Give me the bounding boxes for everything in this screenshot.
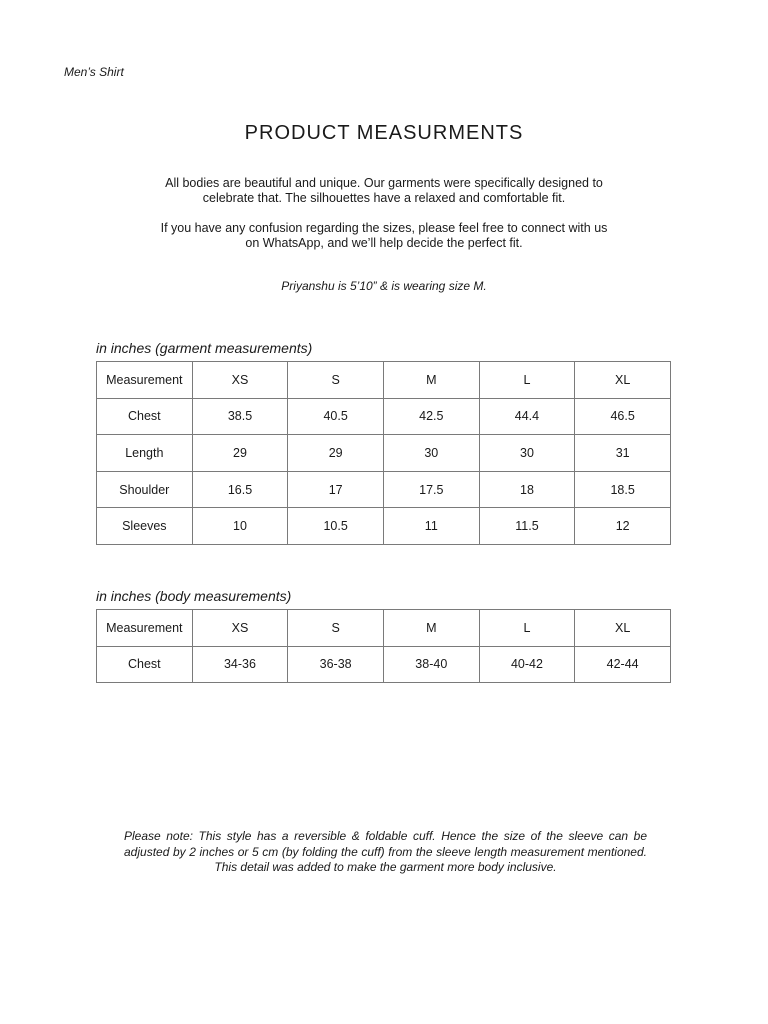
model-size-note: Priyanshu is 5’10” & is wearing size M. [281, 279, 487, 293]
table-cell: 36-38 [288, 646, 384, 683]
header-cell: L [479, 610, 575, 647]
intro-paragraph-2-line-1: If you have any confusion regarding the sizes, please feel free to connect with us [160, 221, 608, 235]
page-title: PRODUCT MEASURMENTS [244, 122, 524, 144]
header-cell: S [288, 362, 384, 399]
table-cell: 17 [288, 471, 384, 508]
sleeve-footnote: Please note: This style has a reversible & foldable cuff. Hence the size of the sleeve can be adjusted by 2 inches or 5 cm (by folding the cuff) from the sleeve length measurement mentioned. This detail was added to make the garment more body inclusive. [124, 829, 647, 874]
body-table-caption: in inches (body measurements) [96, 588, 292, 604]
table-cell: 18 [479, 471, 575, 508]
table-cell: 30 [479, 435, 575, 472]
intro-paragraph-2 [0, 221, 768, 251]
intro-paragraph-1 [0, 176, 768, 206]
header-cell: XS [192, 610, 288, 647]
table-cell: 18.5 [575, 471, 671, 508]
table-header-row [97, 362, 671, 399]
table-header-row [97, 610, 671, 647]
table-cell: 31 [575, 435, 671, 472]
body-measurements-table [96, 609, 671, 683]
table-row [97, 435, 671, 472]
table-row [97, 398, 671, 435]
table-cell: 16.5 [192, 471, 288, 508]
header-cell: M [383, 362, 479, 399]
table-cell: 40.5 [288, 398, 384, 435]
header-cell: XS [192, 362, 288, 399]
header-cell: M [383, 610, 479, 647]
table-cell: 46.5 [575, 398, 671, 435]
header-cell: Measurement [97, 362, 193, 399]
table-row [97, 471, 671, 508]
table-cell: 30 [383, 435, 479, 472]
table-cell: 10.5 [288, 508, 384, 545]
table-row [97, 646, 671, 683]
document-label: Men’s Shirt [64, 65, 124, 79]
garment-table-caption: in inches (garment measurements) [96, 340, 313, 356]
table-cell: 44.4 [479, 398, 575, 435]
row-label-cell: Sleeves [97, 508, 193, 545]
table-cell: 42-44 [575, 646, 671, 683]
row-label-cell: Chest [97, 398, 193, 435]
table-cell: 38.5 [192, 398, 288, 435]
table-cell: 34-36 [192, 646, 288, 683]
table-cell: 38-40 [383, 646, 479, 683]
table-cell: 17.5 [383, 471, 479, 508]
header-cell: L [479, 362, 575, 399]
table-cell: 42.5 [383, 398, 479, 435]
header-cell: S [288, 610, 384, 647]
intro-paragraph-1-line-2: celebrate that. The silhouettes have a relaxed and comfortable fit. [202, 191, 566, 205]
table-cell: 40-42 [479, 646, 575, 683]
row-label-cell: Chest [97, 646, 193, 683]
header-cell: XL [575, 362, 671, 399]
garment-measurements-table [96, 361, 671, 545]
table-cell: 29 [192, 435, 288, 472]
table-row [97, 508, 671, 545]
table-cell: 10 [192, 508, 288, 545]
table-cell: 12 [575, 508, 671, 545]
row-label-cell: Shoulder [97, 471, 193, 508]
header-cell: Measurement [97, 610, 193, 647]
header-cell: XL [575, 610, 671, 647]
intro-paragraph-1-line-1: All bodies are beautiful and unique. Our garments were specifically designed to [165, 176, 603, 190]
table-cell: 29 [288, 435, 384, 472]
intro-paragraph-2-line-2: on WhatsApp, and we’ll help decide the perfect fit. [245, 236, 523, 250]
table-cell: 11.5 [479, 508, 575, 545]
row-label-cell: Length [97, 435, 193, 472]
table-cell: 11 [383, 508, 479, 545]
